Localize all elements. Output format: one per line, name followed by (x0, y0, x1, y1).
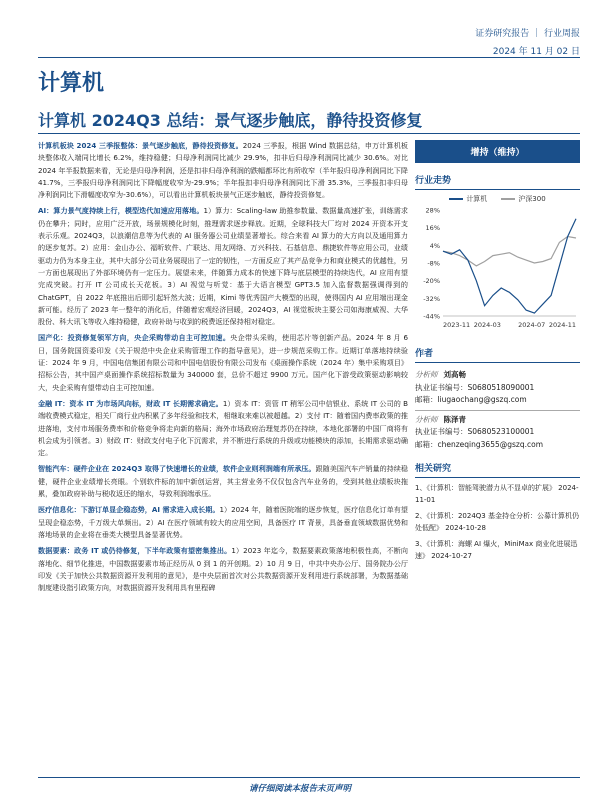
paragraph-lead: AI：算力景气度持续上行，模型迭代加速应用落地。 (38, 206, 204, 216)
related-title: 相关研究 (415, 461, 580, 478)
legend-swatch (501, 198, 515, 200)
paragraph-text: 跟随美国汽车产销量的持续稳健，硬件企业业绩增长亮眼。个别软件标的加中新创运营，其主营业务不仅仅包含汽车业务的，受到其他业绩板块拖累，叠加政府补助与税收返还的缩水，导致利润端承压。 (38, 464, 408, 499)
x-tick-label: 2024-07 (518, 321, 546, 329)
related-item[interactable]: 1、《计算机：智能驾驶潜力从不显卓的扩展》 2024-11-01 (415, 484, 579, 504)
main-body (38, 140, 408, 598)
rating-badge: 增持（维持） (415, 140, 580, 163)
paragraph-lead: 数据要素：政务 IT 或仍待修复，下半年政策有望密集推出。 (38, 546, 232, 556)
paragraph (38, 332, 408, 393)
paragraph (38, 463, 408, 500)
legend-item (501, 194, 545, 204)
chart-legend (415, 194, 580, 204)
paragraph-text: 1）算力：Scaling-law 助推参数量、数据量高速扩张，训练需求仍在攀升；同时，应用广泛开放，场景规模化时刻，推理需求逐步释放。近期，全球科技大厂均对 2024 开资本开支表示乐观。2024Q3，以浪潮信息等为代表的 AI 服务器公司业绩显著增长。综合来看 AI 算力的大方向以及通用算力的逐步复苏。2）应用：金山办公、福昕软件、广联达、用友网络、万兴科技、石基信息、鼎捷软件等应用公司，业绩驱动力仍为本身主业，其中大部分公司业务展现出了一定的韧性，一方面反应了其产品竞争力和商业模式的优越性，另一方面也展现出了外部环境仍有一定压力。展望未来，伴随算力成本的快速下降与底层模型的持续迭代，AI 应用有望完成突破。打开 IT 公司成长天花板。3）AI 视觉与听觉：基于大语言模型 GPT3.5 加入监督数据强调得到的 ChatGPT，自 2022 年底推出后即引起轩然大波；近期，Kimi 等优秀国产大模型的出现，使得国内 AI 应用端出现金新可能。经历了 2023 年一整年的消化后，伴随着宏观经济回暖，2024Q3，AI 视觉板块主要公司如海康威视、大华股份、科大讯飞等收入维持稳健，政府补助与收到的税费返还保持相对稳定。 (38, 206, 408, 327)
paragraph (38, 140, 408, 201)
paragraph-lead: 国产化：投资修复领军方向，央企采购带动自主可控加速。 (38, 333, 231, 343)
paragraph-text: 1）2023 年迄今，数据要素政策落地积极性高，不断向落地化、细节化推进，中国数据要素市场正经历从 0 到 1 的开创期。2）10 月 9 日，中共中央办公厅、国务院办公厅印发《关于加快公共数据资源开发利用的意见》，是中央层面首次对公共数据资源开发利用进行系统部署，为数据基础制度建设指引政策方向，对数据资源开发利用具有里程碑 (38, 546, 408, 593)
legend-item (449, 194, 487, 204)
trend-chart-svg (415, 204, 580, 334)
author-email[interactable]: 邮箱：liugaochang@gszq.com (415, 395, 527, 404)
related-item[interactable]: 2、《计算机：2024Q3 基金持仓分析：公募计算机仍处低配》 2024-10-28 (415, 512, 579, 532)
header-divider (38, 57, 580, 58)
paragraph (38, 545, 408, 594)
related-list (415, 482, 580, 562)
report-category: 证券研究报告 ｜ 行业周报 (475, 29, 580, 39)
series-line (443, 237, 576, 266)
y-tick-label: -8% (427, 259, 440, 268)
x-tick-label: 2024-11 (548, 321, 576, 329)
paragraph-lead: 智能汽车：硬件企业在 2024Q3 取得了快速增长的业绩，软件企业则利润端有所承压。 (38, 464, 316, 474)
y-tick-label: 16% (425, 224, 440, 233)
paragraph (38, 504, 408, 541)
author-email[interactable]: 邮箱：chenzeqing3655@gszq.com (415, 439, 544, 449)
x-tick-label: 2023-11 (443, 321, 471, 329)
y-tick-label: -20% (423, 277, 440, 286)
trend-title: 行业走势 (415, 173, 580, 190)
y-tick-label: 4% (429, 241, 440, 250)
y-tick-label: -32% (423, 294, 440, 303)
author-role: 分析师 (415, 370, 438, 379)
legend-label: 沪深300 (518, 195, 546, 203)
authors-title: 作者 (415, 346, 580, 363)
author-name: 陈泽青 (443, 414, 466, 424)
paragraph (38, 398, 408, 459)
legend-label: 计算机 (466, 195, 488, 203)
author-block (415, 369, 580, 451)
paragraph-text: 1）2024 年，随着医院端的逐步恢复，医疗信息化订单有望呈现企稳态势，千万级大单频出。2）AI 在医疗领域有较大的应用空间，具备医疗 IT 背景，具备垂直领域数据优势和落地场景的企业将在垂类大模型具备显著优势。 (38, 505, 408, 539)
author-divider (415, 410, 580, 411)
author-cert: 执业证书编号：S0680518090001 (415, 382, 535, 392)
trend-chart (415, 194, 580, 336)
x-tick-label: 2024-03 (473, 321, 501, 329)
title-divider (38, 133, 580, 134)
paragraph-lead: 金融 IT：资本 IT 为市场风向标，财政 IT 长期需求确定。 (38, 398, 223, 408)
paragraph (38, 205, 408, 328)
report-date: 2024 年 11 月 02 日 (492, 47, 580, 57)
sector-name: 计算机 (38, 71, 105, 96)
y-tick-label: -44% (423, 312, 440, 321)
author-cert: 执业证书编号：S0680523100001 (415, 427, 535, 436)
y-tick-label: 28% (425, 206, 440, 215)
author-name: 刘高畅 (443, 370, 466, 379)
footer-disclaimer: 请仔细阅读本报告末页声明 (248, 784, 351, 794)
paragraph-text: 央企带头采购，使用芯片等创新产品。2024 年 8 月 6 日，国务院国资委印发《关于规范中央企业采购管理工作的指导意见》，进一步规范采购工作。近期订单落地持续验证：2024 年 9 月，中国电信集团有限公司和中国电信股份有限公司发布《桌面操作系统（2024 年）集中采购项目》招标公告，其中国产桌面操作系统招标数量为 340000 套，总价不超过 9900 万元。国产化下游受政策驱动影响较大，央企采购有望带动自主可控加速。 (38, 333, 409, 392)
report-title: 计算机 2024Q3 总结：景气逐步触底，静待投资修复 (38, 111, 423, 130)
related-item[interactable]: 3、《计算机：海螺 AI 爆火，MiniMax 商业化进展迅速》 2024-10-27 (415, 540, 578, 560)
paragraph-text: 2024 三季报，根据 Wind 数据总结，申万计算机板块整体收入端同比增长 6.2%，维持稳健；归母净利润同比减少 29.9%，扣非后归母净利润同比减少 30.6%。对比 2024 年半报数据来看，无论是归母净利润，还是扣非归母净利润的跌幅都环比有所收窄（半年报归母净利润同比下降 41.7%，三季报归母净利润同比下降幅度收窄为-29.9%；半年报扣非归母净利润同比下滑 35.3%，三季报扣非归母净利润同比下滑幅度收窄为-30.6%），可以看出计算机板块景气正逐步触底，静待投资修复。 (38, 141, 408, 200)
paragraph-lead: 医疗信息化：下游订单显企稳态势，AI 需求进入成长期。 (38, 505, 220, 515)
author-role: 分析师 (415, 414, 438, 424)
sidebar (415, 140, 580, 566)
footer-divider (38, 777, 580, 778)
series-line (443, 219, 576, 313)
paragraph-text: 1）资本 IT：资管 IT 稍军公司中信银业、系统 IT 公司的 B 端收费模式稳定，相关厂商行业内积累了多年经验和技术，相继取来难以被超越。2）支付 IT：随着国内费率政策的推进落地，支付市场服务费率和价格竞争将走向新的格局；海外市场政府治理复苏仍在持续，本地化部署的中国厂商将有机会成为引领者。3）财政 IT：财政支付电子化下沉需求，并不断进行系统的升级或功能模块的添加，长期需求驱动确定。 (38, 398, 408, 458)
legend-swatch (449, 198, 463, 200)
paragraph-lead: 计算机板块 2024 三季报整体：景气逐步触底，静待投资修复。 (38, 141, 243, 150)
